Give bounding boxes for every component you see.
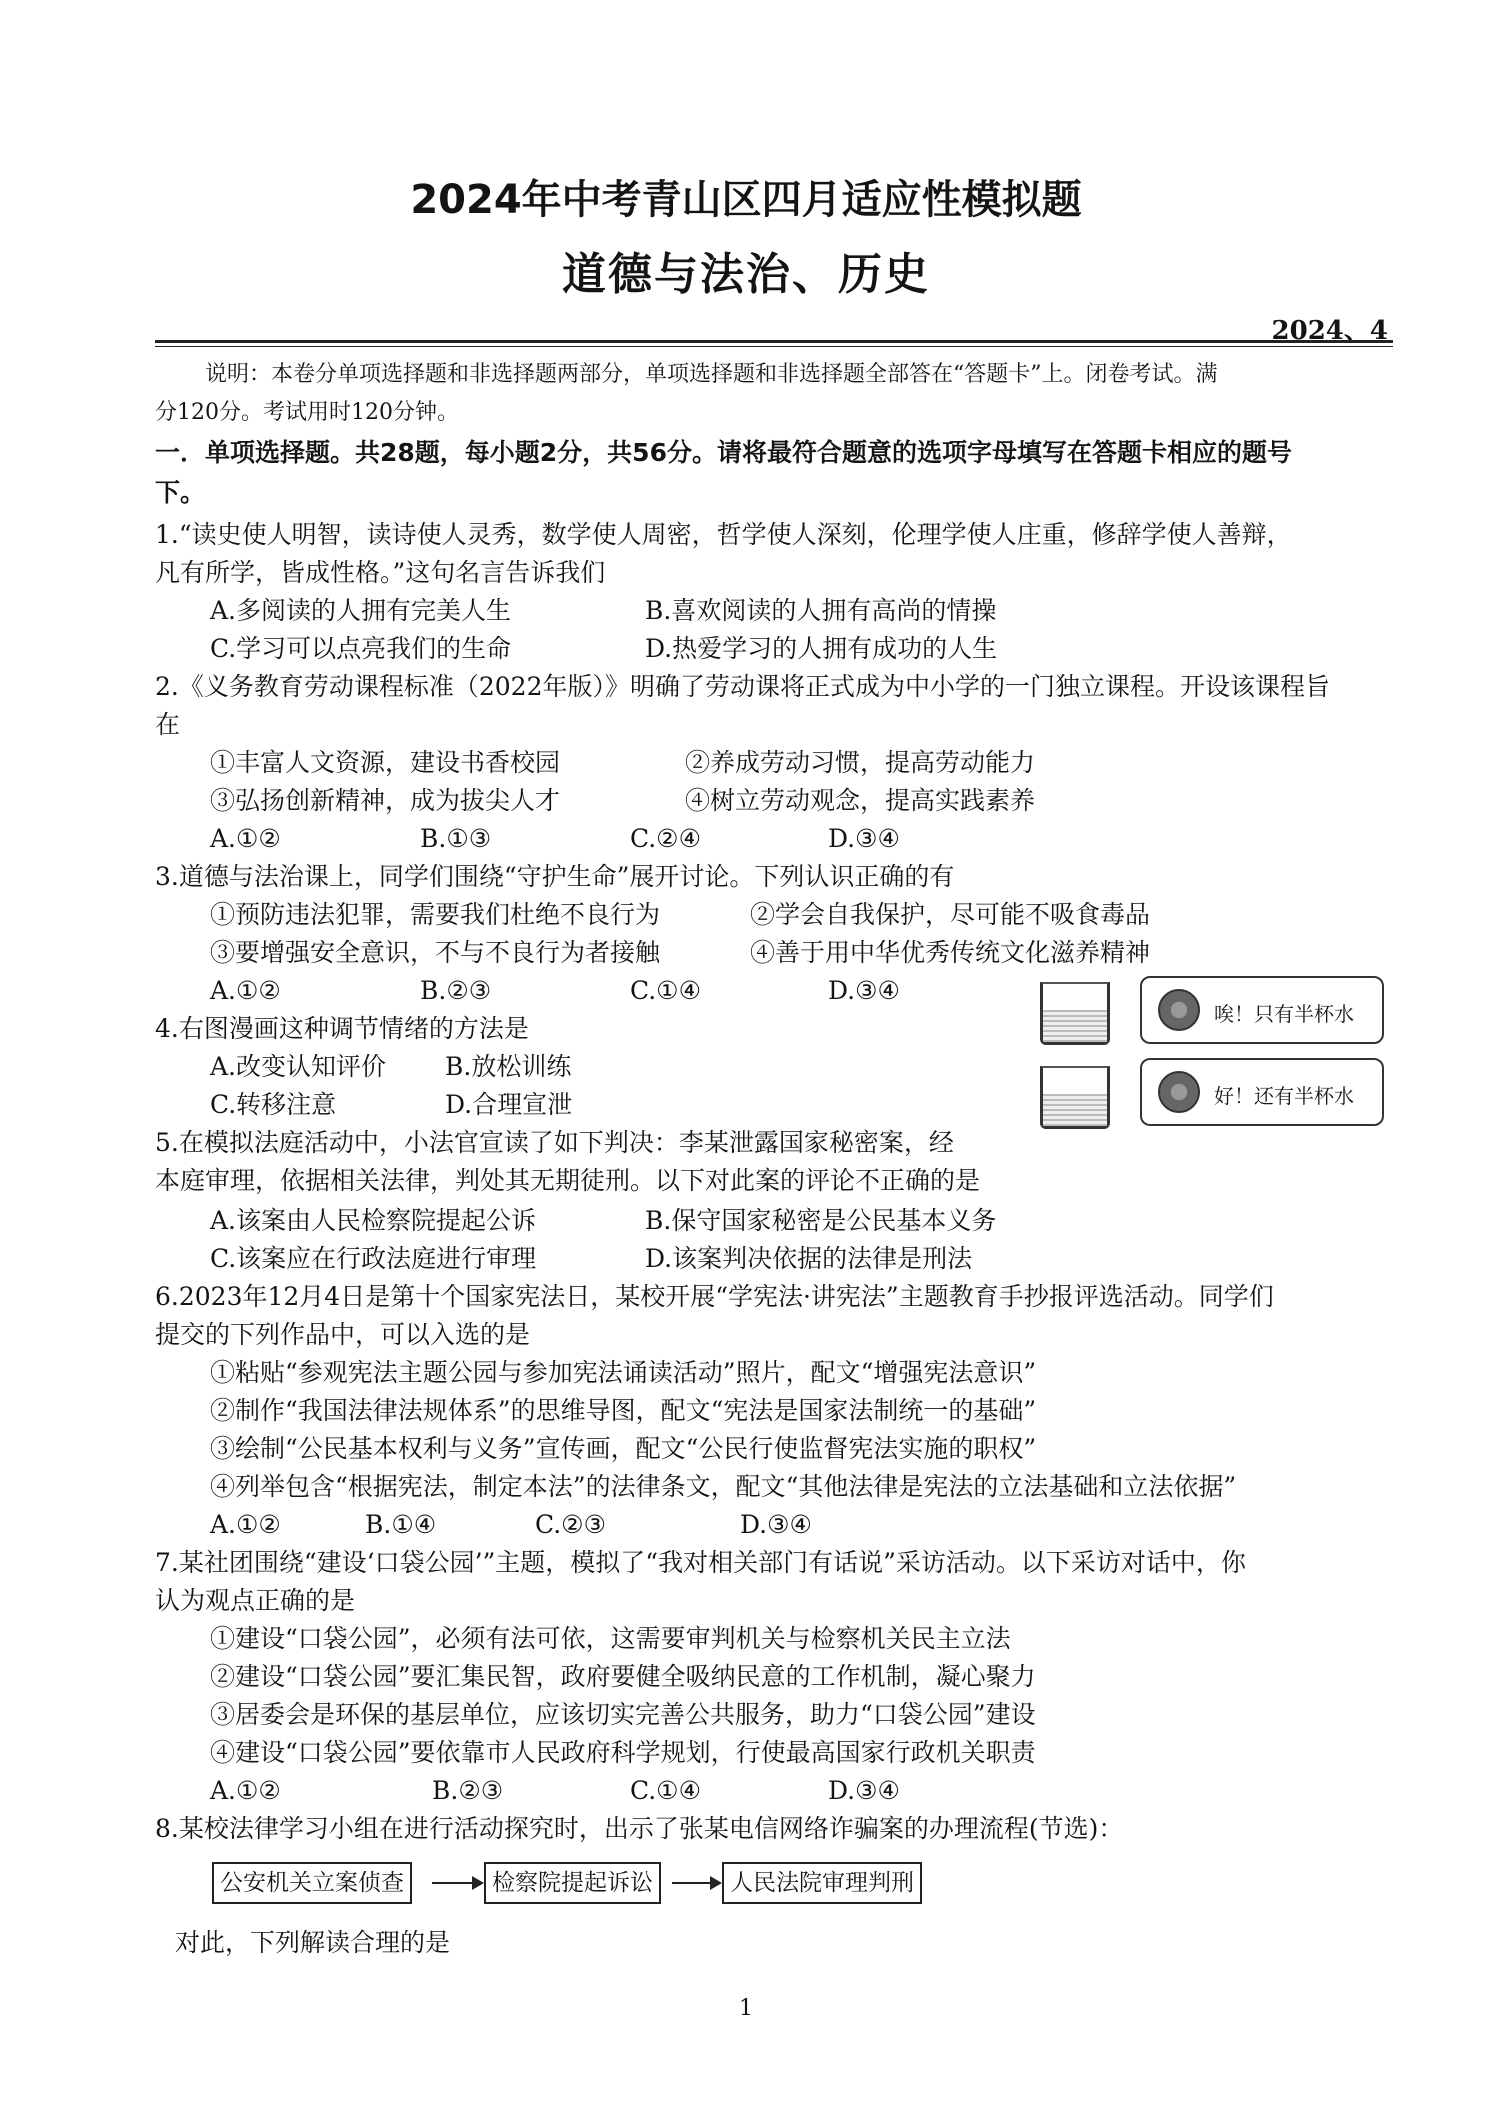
- happy-speech-bubble: [1140, 1058, 1384, 1126]
- flow-step-court: 人民法院审理判刑: [722, 1862, 922, 1904]
- q6-stem-line-2: 提交的下列作品中，可以入选的是: [155, 1320, 531, 1349]
- q2-stem-line-1: 2.《义务教育劳动课程标准（2022年版）》明确了劳动课将正式成为中小学的一门独立课程。开设该课程旨: [155, 672, 1330, 701]
- q4-option-b: B.放松训练: [445, 1052, 572, 1081]
- q3-stem: 3.道德与法治课上，同学们围绕“守护生命”展开讨论。下列认识正确的有: [155, 862, 955, 891]
- instructions-line-2: 分120分。考试用时120分钟。: [155, 400, 459, 425]
- q7-option-d: D.③④: [828, 1776, 900, 1805]
- q5-option-c: C.该案应在行政法庭进行审理: [210, 1244, 537, 1273]
- q2-item-1: ①丰富人文资源，建设书香校园: [210, 748, 561, 777]
- q2-item-2: ②养成劳动习惯，提高劳动能力: [685, 748, 1036, 777]
- q6-item-1: ①粘贴“参观宪法主题公园与参加宪法诵读活动”照片，配文“增强宪法意识”: [210, 1358, 1037, 1387]
- q3-option-b: B.②③: [420, 976, 492, 1005]
- flow-step-procuratorate: 检察院提起诉讼: [484, 1862, 661, 1904]
- q1-stem-line-1: 1.“读史使人明智，读诗使人灵秀，数学使人周密，哲学使人深刻，伦理学使人庄重，修辞学使人善辩，: [155, 520, 1292, 549]
- half-glass-icon: [1040, 982, 1110, 1045]
- q8-stem: 8.某校法律学习小组在进行活动探究时，出示了张某电信网络诈骗案的办理流程(节选)：: [155, 1814, 1124, 1843]
- q3-item-3: ③要增强安全意识，不与不良行为者接触: [210, 938, 661, 967]
- q3-option-d: D.③④: [828, 976, 900, 1005]
- q3-option-a: A.①②: [210, 976, 281, 1005]
- q2-item-3: ③弘扬创新精神，成为拔尖人才: [210, 786, 561, 815]
- q8-follow-text: 对此，下列解读合理的是: [175, 1928, 451, 1957]
- half-glass-icon: [1040, 1066, 1110, 1129]
- q2-option-a: A.①②: [210, 824, 281, 853]
- q5-stem-line-1: 5.在模拟法庭活动中，小法官宣读了如下判决：李某泄露国家秘密案，经: [155, 1128, 954, 1157]
- q2-stem-line-2: 在: [155, 710, 181, 739]
- q2-option-c: C.②④: [630, 824, 702, 853]
- q5-option-a: A.该案由人民检察院提起公诉: [210, 1206, 537, 1235]
- q3-item-1: ①预防违法犯罪，需要我们杜绝不良行为: [210, 900, 661, 929]
- q7-stem-line-1: 7.某社团围绕“建设‘口袋公园’”主题，模拟了“我对相关部门有话说”采访活动。以下采访对话中，你: [155, 1548, 1246, 1577]
- section-heading-line-1: 一．单项选择题。共28题，每小题2分，共56分。请将最符合题意的选项字母填写在答题卡相应的题号: [155, 438, 1292, 467]
- q4-stem: 4.右图漫画这种调节情绪的方法是: [155, 1014, 529, 1043]
- flow-arrow-icon: [672, 1882, 720, 1884]
- flow-arrow-icon: [432, 1882, 482, 1884]
- sad-speech-bubble: [1140, 976, 1384, 1044]
- q3-option-c: C.①④: [630, 976, 702, 1005]
- q2-option-b: B.①③: [420, 824, 492, 853]
- page-number: 1: [739, 1996, 753, 2021]
- exam-title: 2024年中考青山区四月适应性模拟题: [410, 177, 1082, 223]
- q6-item-3: ③绘制“公民基本权利与义务”宣传画，配文“公民行使监督宪法实施的职权”: [210, 1434, 1037, 1463]
- q7-item-3: ③居委会是环保的基层单位，应该切实完善公共服务，助力“口袋公园”建设: [210, 1700, 1036, 1729]
- exam-subject: 道德与法治、历史: [562, 249, 930, 300]
- exam-date: 2024、4: [1271, 316, 1388, 346]
- q7-option-b: B.②③: [432, 1776, 504, 1805]
- q6-option-d: D.③④: [740, 1510, 812, 1539]
- q6-option-c: C.②③: [535, 1510, 607, 1539]
- q7-option-a: A.①②: [210, 1776, 281, 1805]
- q6-item-4: ④列举包含“根据宪法，制定本法”的法律条文，配文“其他法律是宪法的立法基础和立法依据”: [210, 1472, 1237, 1501]
- header-rule-thin: [155, 346, 1393, 347]
- sad-bubble-text: 唉！只有半杯水: [1214, 1002, 1354, 1026]
- happy-face-icon: [1158, 1071, 1200, 1113]
- q4-option-a: A.改变认知评价: [210, 1052, 387, 1081]
- q3-item-4: ④善于用中华优秀传统文化滋养精神: [750, 938, 1151, 967]
- sad-face-icon: [1158, 989, 1200, 1031]
- q7-stem-line-2: 认为观点正确的是: [155, 1586, 356, 1615]
- q5-option-b: B.保守国家秘密是公民基本义务: [645, 1206, 997, 1235]
- q1-option-c: C.学习可以点亮我们的生命: [210, 634, 512, 663]
- q6-stem-line-1: 6.2023年12月4日是第十个国家宪法日，某校开展“学宪法·讲宪法”主题教育手抄报评选活动。同学们: [155, 1282, 1274, 1311]
- q3-item-2: ②学会自我保护，尽可能不吸食毒品: [750, 900, 1151, 929]
- section-heading-line-2: 下。: [155, 478, 206, 507]
- q1-stem-line-2: 凡有所学，皆成性格。”这句名言告诉我们: [155, 558, 606, 587]
- q5-option-d: D.该案判决依据的法律是刑法: [645, 1244, 973, 1273]
- instructions-line-1: 说明：本卷分单项选择题和非选择题两部分，单项选择题和非选择题全部答在“答题卡”上。闭卷考试。满: [205, 362, 1218, 387]
- header-rule: [155, 340, 1393, 343]
- happy-bubble-text: 好！还有半杯水: [1214, 1084, 1354, 1108]
- q1-option-d: D.热爱学习的人拥有成功的人生: [645, 634, 998, 663]
- q7-item-4: ④建设“口袋公园”要依靠市人民政府科学规划，行使最高国家行政机关职责: [210, 1738, 1036, 1767]
- q7-item-1: ①建设“口袋公园”，必须有法可依，这需要审判机关与检察机关民主立法: [210, 1624, 1011, 1653]
- q6-option-a: A.①②: [210, 1510, 281, 1539]
- q4-option-c: C.转移注意: [210, 1090, 337, 1119]
- q7-option-c: C.①④: [630, 1776, 702, 1805]
- q1-option-b: B.喜欢阅读的人拥有高尚的情操: [645, 596, 997, 625]
- q5-stem-line-2: 本庭审理，依据相关法律，判处其无期徒刑。以下对此案的评论不正确的是: [155, 1166, 981, 1195]
- flow-step-police: 公安机关立案侦查: [212, 1862, 412, 1904]
- q2-item-4: ④树立劳动观念，提高实践素养: [685, 786, 1036, 815]
- q6-item-2: ②制作“我国法律法规体系”的思维导图，配文“宪法是国家法制统一的基础”: [210, 1396, 1037, 1425]
- q4-option-d: D.合理宣泄: [445, 1090, 573, 1119]
- q7-item-2: ②建设“口袋公园”要汇集民智，政府要健全吸纳民意的工作机制，凝心聚力: [210, 1662, 1036, 1691]
- q1-option-a: A.多阅读的人拥有完美人生: [210, 596, 512, 625]
- q6-option-b: B.①④: [365, 1510, 437, 1539]
- q2-option-d: D.③④: [828, 824, 900, 853]
